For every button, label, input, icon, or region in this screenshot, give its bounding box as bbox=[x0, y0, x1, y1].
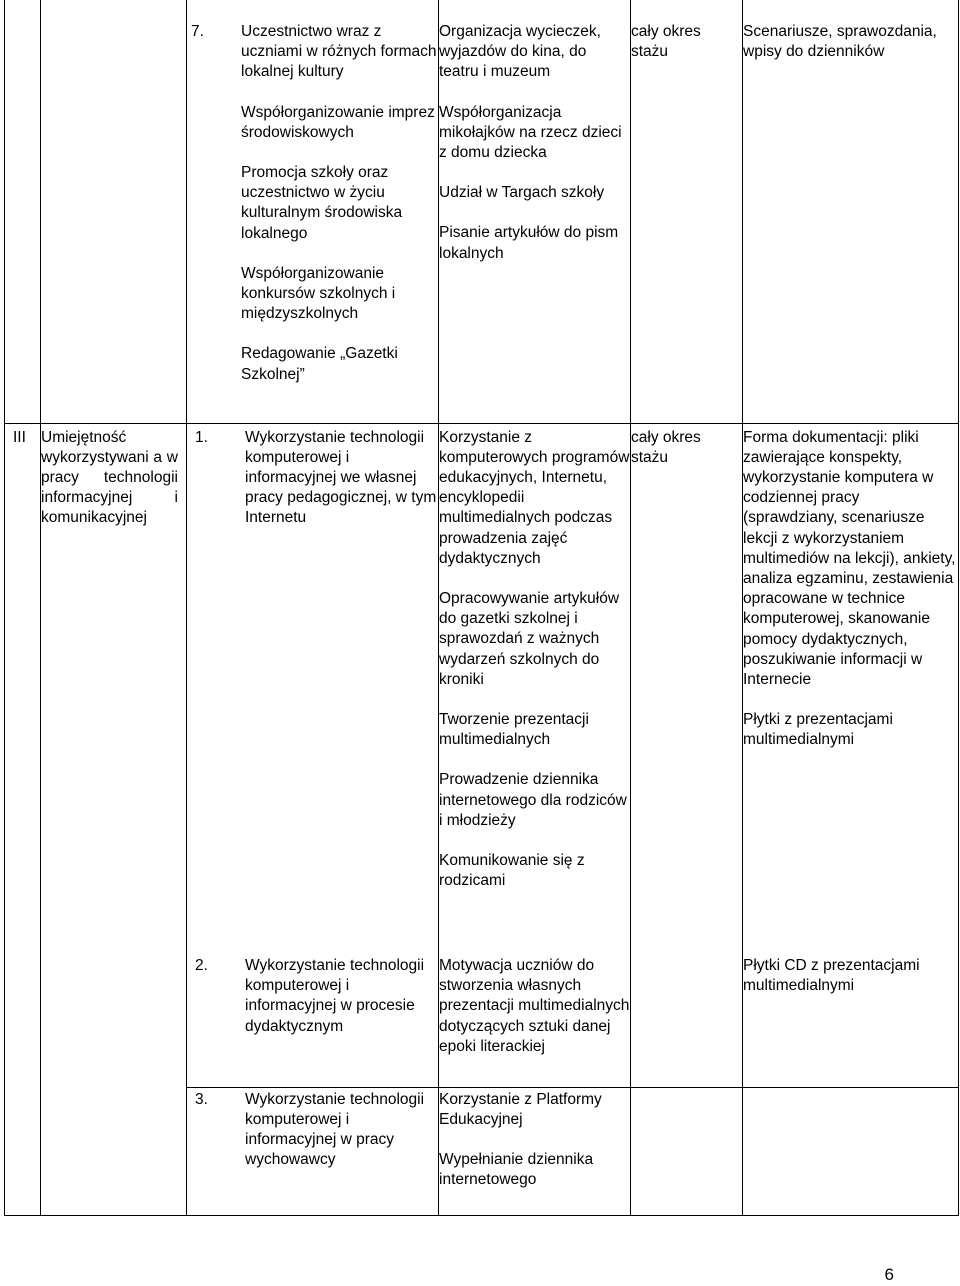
activities-cell bbox=[439, 946, 631, 1087]
activity-item: Prowadzenie dziennika internetowego dla rodziców i młodzieży bbox=[439, 771, 627, 829]
documentation-cell bbox=[743, 0, 959, 423]
activities-cell bbox=[439, 423, 631, 946]
documentation-cell bbox=[743, 946, 959, 1087]
table-row-task-3 bbox=[5, 1087, 959, 1215]
activity-item: Komunikowanie się z rodzicami bbox=[439, 851, 585, 890]
roman-cell-cont bbox=[5, 1087, 41, 1215]
skill-cell-empty bbox=[41, 0, 187, 423]
table-row-task-7 bbox=[5, 0, 959, 423]
task-text: Wykorzystanie technologii komputerowej i informacyjnej w pracy wychowawcy bbox=[245, 1090, 425, 1169]
roman-cell-empty bbox=[5, 0, 41, 423]
table-row-task-2 bbox=[5, 946, 959, 1087]
task-list bbox=[241, 22, 438, 385]
task-text: Wykorzystanie technologii komputerowej i informacyjnej we własnej pracy pedagogicznej, w tym Internetu bbox=[245, 428, 437, 527]
activity-item: Pisanie artykułów do pism lokalnych bbox=[439, 224, 619, 262]
task-number: 1. bbox=[195, 428, 208, 446]
skill-cell-cont bbox=[41, 1087, 187, 1215]
skill-cell bbox=[41, 423, 187, 946]
activity-item: Korzystanie z komputerowych programów edukacyjnych, Internetu, encyklopedii multimedialnych podczas prowadzenia zajęć dydaktycznych bbox=[439, 428, 630, 567]
task-item: Promocja szkoły oraz uczestnictwo w życiu kulturalnym środowiska lokalnego bbox=[241, 164, 403, 242]
task-item: Redagowanie „Gazetki Szkolnej” bbox=[241, 345, 398, 383]
task-number: 3. bbox=[195, 1090, 208, 1108]
skill-text: Umiejętność wykorzystywani a w pracy technologii informacyjnej i komunikacyjnej bbox=[41, 428, 178, 527]
table-row-task-1 bbox=[5, 423, 959, 946]
activities-cell bbox=[439, 0, 631, 423]
skill-cell-cont bbox=[41, 946, 187, 1087]
page-number: 6 bbox=[884, 1265, 894, 1284]
documentation-cell bbox=[743, 423, 959, 946]
task-cell bbox=[187, 946, 439, 1087]
activities-cell bbox=[439, 1087, 631, 1215]
task-text: Wykorzystanie technologii komputerowej i informacyjnej w procesie dydaktycznym bbox=[245, 957, 425, 1035]
term-cell bbox=[631, 0, 743, 423]
term-cell-empty bbox=[631, 1087, 743, 1215]
activity-item: Udział w Targach szkoły bbox=[439, 184, 605, 202]
documentation-item: Płytki z prezentacjami multimedialnymi bbox=[743, 711, 893, 749]
documentation-item: Forma dokumentacji: pliki zawierające konspekty, wykorzystanie komputera w codziennej pracy (sprawdziany, scenariusze lekcji z wykorzystaniem multimediów na lekcji), ankiety, analiza egzaminu, zestawienia opracowane w technice komputerowej, skanowanie pomocy dydaktycznych, poszukiwanie informacji w Internecie bbox=[743, 428, 956, 688]
term-text: cały okres stażu bbox=[631, 23, 701, 61]
roman-cell bbox=[5, 423, 41, 946]
activity-item: Motywacja uczniów do stworzenia własnych prezentacji multimedialnych dotyczących sztuki danej epoki literackiej bbox=[439, 957, 630, 1055]
task-cell bbox=[187, 423, 439, 946]
task-item: Współorganizowanie imprez środowiskowych bbox=[241, 103, 435, 141]
activity-item: Korzystanie z Platformy Edukacyjnej bbox=[439, 1090, 602, 1128]
task-item: Współorganizowanie konkursów szkolnych i międzyszkolnych bbox=[241, 264, 396, 323]
documentation-text: Scenariusze, sprawozdania, wpisy do dzienników bbox=[743, 23, 937, 61]
term-cell-empty bbox=[631, 946, 743, 1087]
activity-item: Współorganizacja mikołajków na rzecz dzieci z domu dziecka bbox=[439, 103, 622, 162]
task-item: Uczestnictwo wraz z uczniami w różnych formach lokalnej kultury bbox=[241, 23, 437, 81]
activity-item: Opracowywanie artykułów do gazetki szkolnej i sprawozdań z ważnych wydarzeń szkolnych do kroniki bbox=[439, 589, 620, 688]
development-plan-table bbox=[4, 0, 959, 1216]
term-text: cały okres stażu bbox=[631, 428, 701, 466]
task-cell bbox=[187, 0, 439, 423]
roman-cell-cont bbox=[5, 946, 41, 1087]
task-number: 2. bbox=[195, 957, 208, 974]
activity-item: Organizacja wycieczek, wyjazdów do kina, do teatru i muzeum bbox=[439, 23, 601, 81]
documentation-cell-empty bbox=[743, 1087, 959, 1215]
activity-item: Tworzenie prezentacji multimedialnych bbox=[439, 710, 589, 749]
term-cell bbox=[631, 423, 743, 946]
task-number: 7. bbox=[191, 23, 204, 40]
roman-numeral: III bbox=[13, 428, 26, 446]
activity-item: Wypełnianie dziennika internetowego bbox=[439, 1150, 594, 1189]
task-cell bbox=[187, 1087, 439, 1215]
documentation-item: Płytki CD z prezentacjami multimedialnymi bbox=[743, 957, 920, 995]
